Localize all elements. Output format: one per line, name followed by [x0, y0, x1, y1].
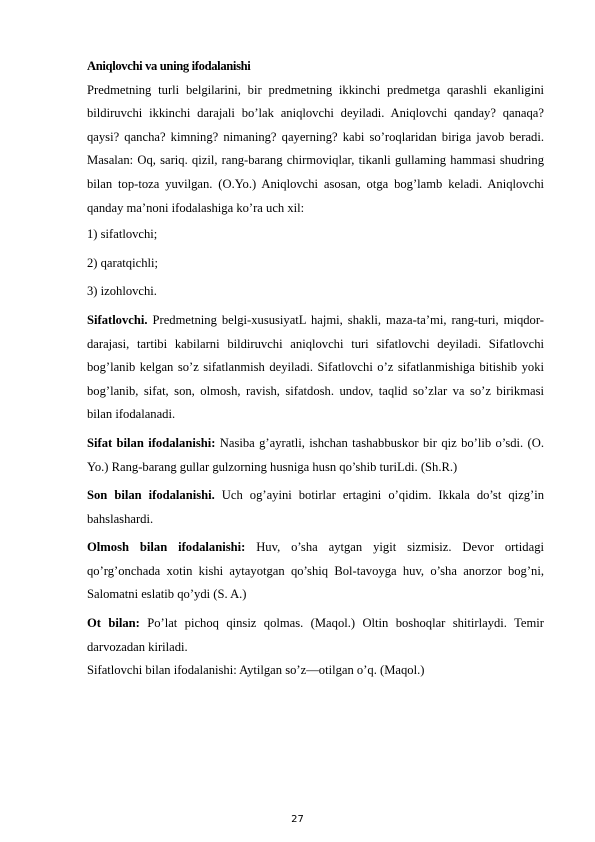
term-label: Sifatlovchi. [87, 312, 148, 327]
paragraph-text: Po’lat pichoq qinsiz qolmas. (Maqol.) Oltin boshoqlar shitirlaydi. Temir darvozadan kiriladi. [87, 616, 544, 654]
section-heading: Aniqlovchi va uning ifodalanishi [87, 59, 251, 73]
paragraph-sifat-bilan [87, 432, 544, 479]
paragraph-text: Nasiba g’ayratli, ishchan tashabbuskor bir qiz bo’lib o’sdi. (O. Yo.) Rang-barang gullar gulzorning husniga husn qo’shib turiLdi. (Sh.R.) [87, 435, 544, 474]
page-number: 27 [291, 814, 304, 825]
intro-paragraph: Predmetning turli belgilarini, bir predmetning ikkinchi predmetga qarashli ekanligini bildiruvchi ikkinchi darajali bo’lak aniqlovchi deyiladi. Aniqlovchi qanday? qanaqa? qaysi? qancha? kimning? nimaning? qayerning? kabi so’roqlaridan biriga javob beradi. Masalan: Oq, sariq. qizil, rang-barang chirmoviqlar, tikanli gullaming hammasi shudring bilan top-toza yuvilgan. (O.Yo.) Aniqlovchi asosan, otga bog’lamb keladi. Aniqlovchi qanday ma’noni ifodalashiga ko’ra uch xil: [87, 82, 544, 215]
document-body [87, 55, 544, 683]
paragraph-text: Predmetning belgi-xususiyatL hajmi, shakli, maza-ta’mi, rang-turi, miqdor-darajasi, tartibi kabilarni bildiruvchi aniqlovchi turi sifatlovchi deyiladi. Sifatlovchi bog’lanib kelgan so’z sifatlanmish deyiladi. Sifatlovchi o’z sifatlanmishiga bitishib yoki bog’lanib, sifat, son, olmosh, ravish, sifatdosh. undov, taqlid so’zlar va so’z birikmasi bilan ifodalanadi. [87, 312, 544, 422]
paragraph-sifatlovchi [87, 309, 544, 427]
paragraph-olmosh-bilan [87, 536, 544, 607]
paragraph-ot-bilan [87, 612, 544, 659]
paragraph-text: Uch og’ayini botirlar ertagini o’qidim. Ikkala do’st qizg’in bahslashardi. [87, 488, 545, 526]
term-label: Sifat bilan ifodalanishi: [87, 435, 216, 450]
term-label: Son bilan ifodalanishi. [87, 488, 215, 503]
paragraph-text: Huv, o’sha aytgan yigit sizmisiz. Devor ortidagi qo’rg’onchada xotin kishi aytayotgan qo’shiq Bol-tavoyga huv, o’sha anorzor bog’ni, Salomatni eslatib qo’ydi (S. A.) [87, 540, 544, 602]
list-item: 1) sifatlovchi; [87, 227, 158, 242]
list-item: 2) qaratqichli; [87, 255, 158, 270]
closing-line: Sifatlovchi bilan ifodalanishi: Aytilgan so’z—otilgan o’q. (Maqol.) [87, 663, 425, 678]
term-label: Olmosh bilan ifodalanishi: [87, 540, 246, 555]
paragraph-son-bilan [87, 484, 544, 531]
term-label: Ot bilan: [87, 616, 140, 631]
list-item: 3) izohlovchi. [87, 284, 157, 299]
